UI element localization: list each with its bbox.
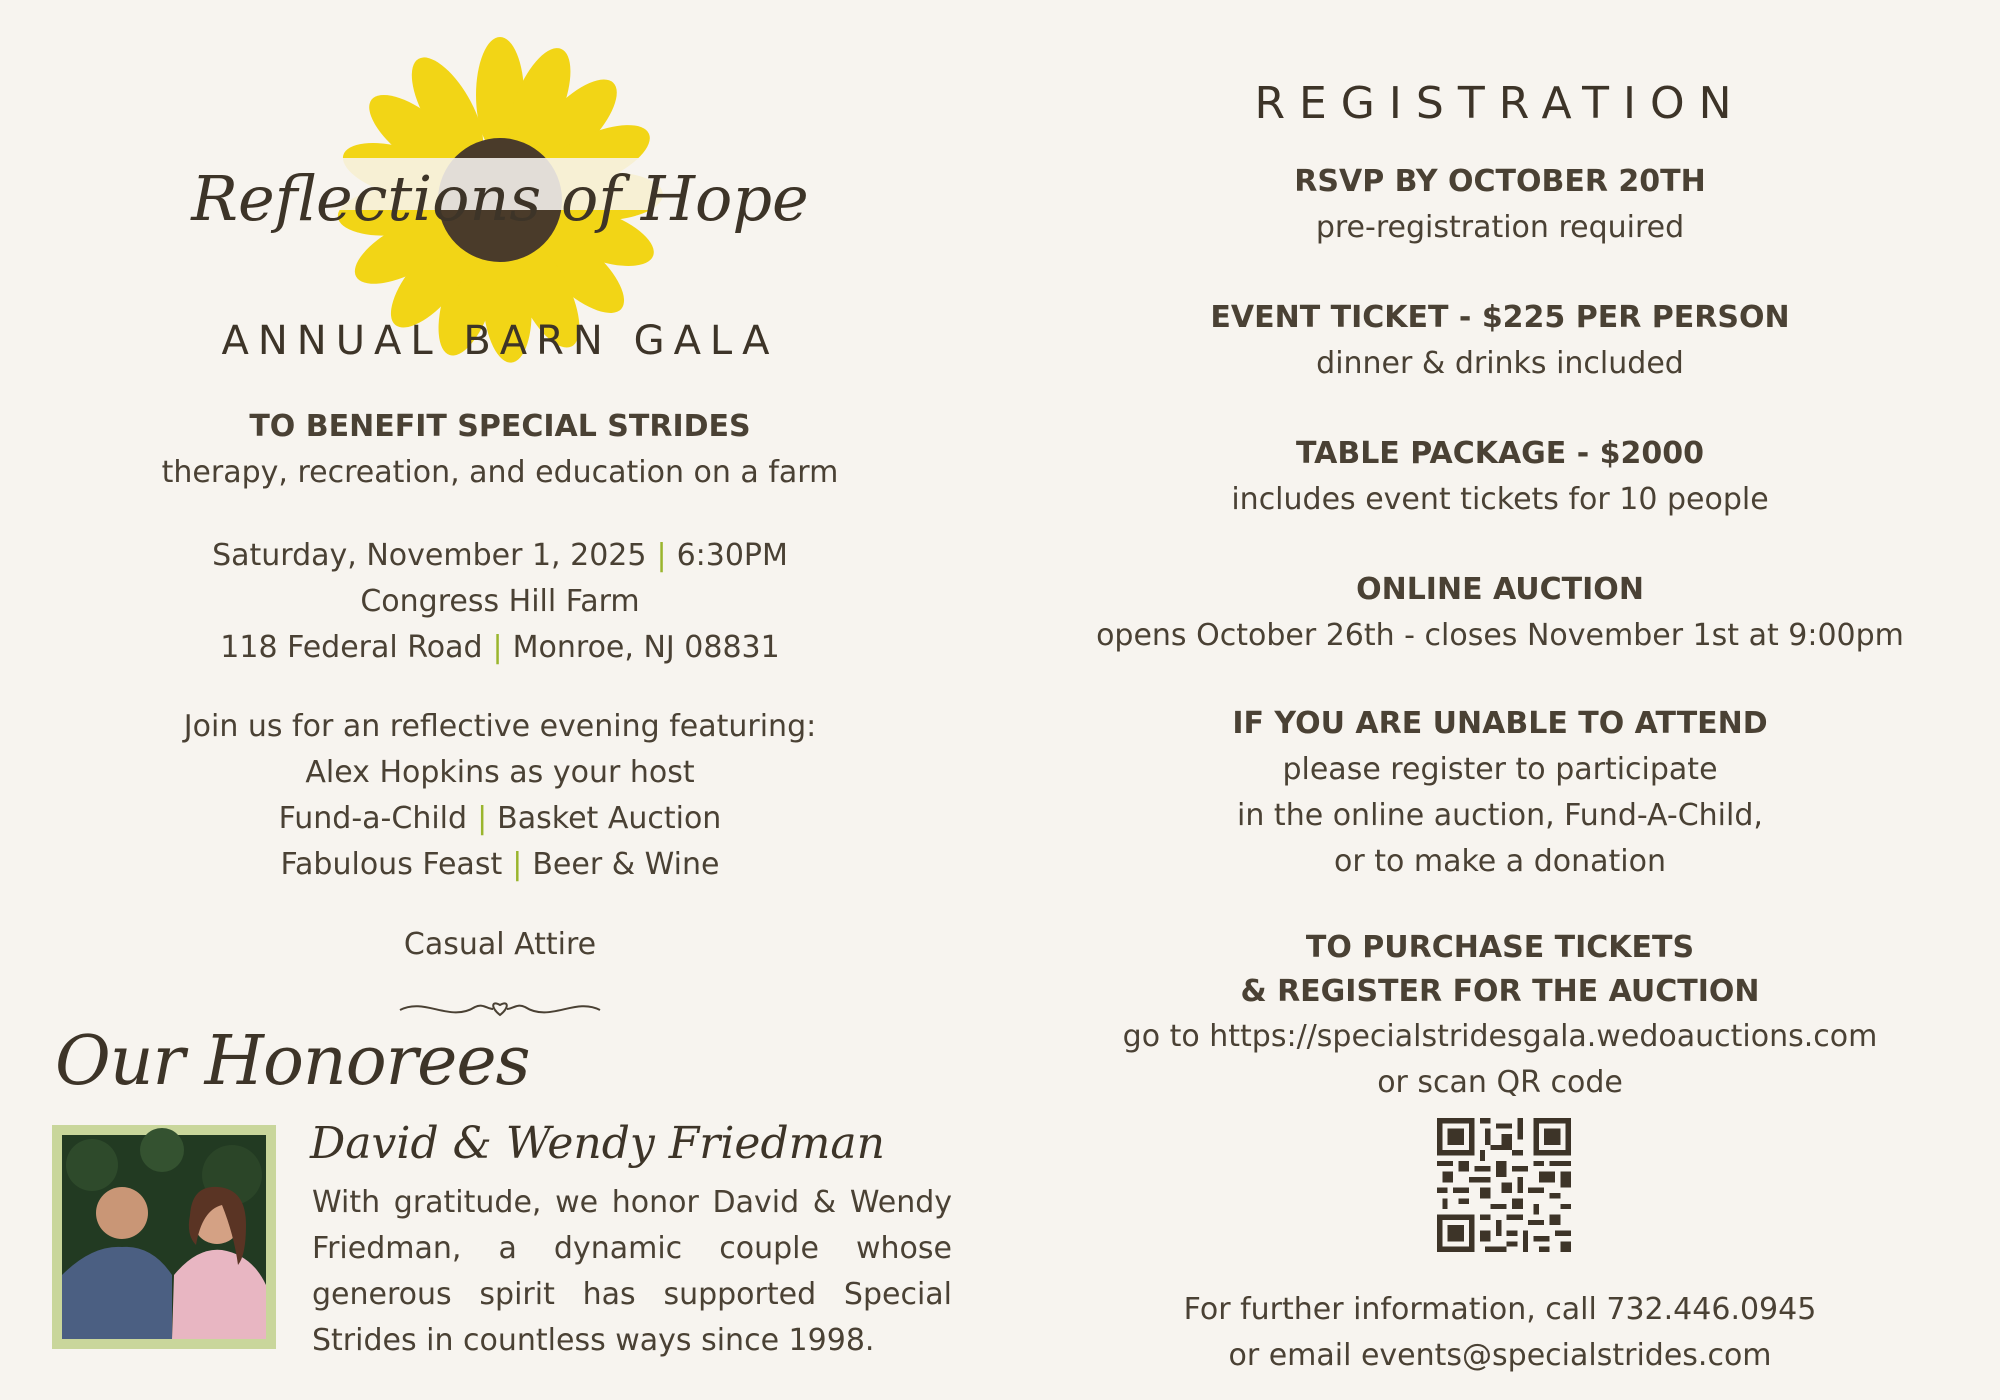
attire-block bbox=[0, 922, 1000, 968]
auction-block bbox=[1000, 567, 2000, 659]
features-intro: Join us for an reflective evening featuring: bbox=[183, 709, 817, 744]
honoree-description: With gratitude, we honor David & Wendy Friedman, a dynamic couple whose generous spirit has supported Special Strides in countless ways since 1998. bbox=[312, 1185, 952, 1358]
heart-flourish-icon bbox=[395, 995, 605, 1025]
sunflower-icon bbox=[191, 30, 809, 340]
separator-bar: | bbox=[492, 630, 503, 665]
sunflower-logo bbox=[191, 30, 809, 340]
rsvp-block bbox=[1000, 159, 2000, 251]
address-line bbox=[0, 625, 1000, 671]
logo-script-title: Reflections of Hope bbox=[191, 162, 809, 235]
table-heading: TABLE PACKAGE - $2000 bbox=[1295, 436, 1705, 471]
event-details bbox=[0, 533, 1000, 671]
features-host: Alex Hopkins as your host bbox=[305, 755, 695, 790]
feature-item: Basket Auction bbox=[497, 801, 722, 836]
feature-item: Beer & Wine bbox=[532, 847, 720, 882]
features-block bbox=[0, 704, 1000, 888]
table-package-block bbox=[1000, 431, 2000, 523]
feature-item: Fund-a-Child bbox=[278, 801, 468, 836]
table-sub: includes event tickets for 10 people bbox=[1231, 482, 1769, 517]
unable-heading: IF YOU ARE UNABLE TO ATTEND bbox=[1232, 706, 1768, 741]
qr-code-icon bbox=[1437, 1118, 1571, 1252]
qr-code[interactable] bbox=[1437, 1118, 1571, 1252]
purchase-block bbox=[1000, 926, 2000, 1106]
unable-block bbox=[1000, 701, 2000, 885]
purchase-heading-1: TO PURCHASE TICKETS bbox=[1305, 930, 1695, 965]
purchase-heading-2: & REGISTER FOR THE AUCTION bbox=[1240, 974, 1760, 1009]
features-line-1 bbox=[0, 796, 1000, 842]
ticket-heading: EVENT TICKET - $225 PER PERSON bbox=[1210, 300, 1790, 335]
separator-bar: | bbox=[512, 847, 523, 882]
rsvp-sub: pre-registration required bbox=[1315, 210, 1685, 245]
purchase-qr-text: or scan QR code bbox=[1377, 1065, 1623, 1100]
ticket-sub: dinner & drinks included bbox=[1316, 346, 1684, 381]
date-time-line bbox=[0, 533, 1000, 579]
contact-phone[interactable]: For further information, call 732.446.0945 bbox=[1183, 1292, 1817, 1327]
attire-text: Casual Attire bbox=[403, 927, 597, 962]
auction-heading: ONLINE AUCTION bbox=[1356, 572, 1644, 607]
event-venue: Congress Hill Farm bbox=[360, 584, 640, 619]
contact-block bbox=[1000, 1287, 2000, 1379]
rsvp-heading: RSVP BY OCTOBER 20TH bbox=[1294, 164, 1706, 199]
auction-sub: opens October 26th - closes November 1st at 9:00pm bbox=[1096, 618, 1904, 653]
honoree-photo bbox=[52, 1125, 276, 1349]
separator-bar: | bbox=[477, 801, 488, 836]
benefit-heading: TO BENEFIT SPECIAL STRIDES bbox=[249, 409, 751, 444]
honoree-name: David & Wendy Friedman bbox=[310, 1118, 885, 1169]
event-time: 6:30PM bbox=[676, 538, 788, 573]
event-date: Saturday, November 1, 2025 bbox=[212, 538, 647, 573]
contact-email[interactable]: or email events@specialstrides.com bbox=[1228, 1338, 1772, 1373]
benefit-tagline: therapy, recreation, and education on a farm bbox=[161, 455, 839, 490]
honorees-title: Our Honorees bbox=[55, 1022, 530, 1101]
event-street: 118 Federal Road bbox=[220, 630, 483, 665]
registration-title: REGISTRATION bbox=[1254, 78, 1746, 129]
separator-bar: | bbox=[656, 538, 667, 573]
features-line-2 bbox=[0, 842, 1000, 888]
feature-item: Fabulous Feast bbox=[280, 847, 503, 882]
honoree-photo-image bbox=[62, 1135, 266, 1339]
benefit-block bbox=[0, 404, 1000, 496]
unable-line-3: or to make a donation bbox=[1334, 844, 1666, 879]
unable-line-2: in the online auction, Fund-A-Child, bbox=[1237, 798, 1763, 833]
purchase-url[interactable]: go to https://specialstridesgala.wedoauctions.com bbox=[1122, 1019, 1878, 1054]
event-city: Monroe, NJ 08831 bbox=[512, 630, 780, 665]
registration-panel bbox=[1000, 0, 2000, 1400]
heart-divider bbox=[395, 995, 605, 1025]
ticket-block bbox=[1000, 295, 2000, 387]
gala-subtitle: ANNUAL BARN GALA bbox=[221, 318, 779, 364]
unable-line-1: please register to participate bbox=[1282, 752, 1718, 787]
